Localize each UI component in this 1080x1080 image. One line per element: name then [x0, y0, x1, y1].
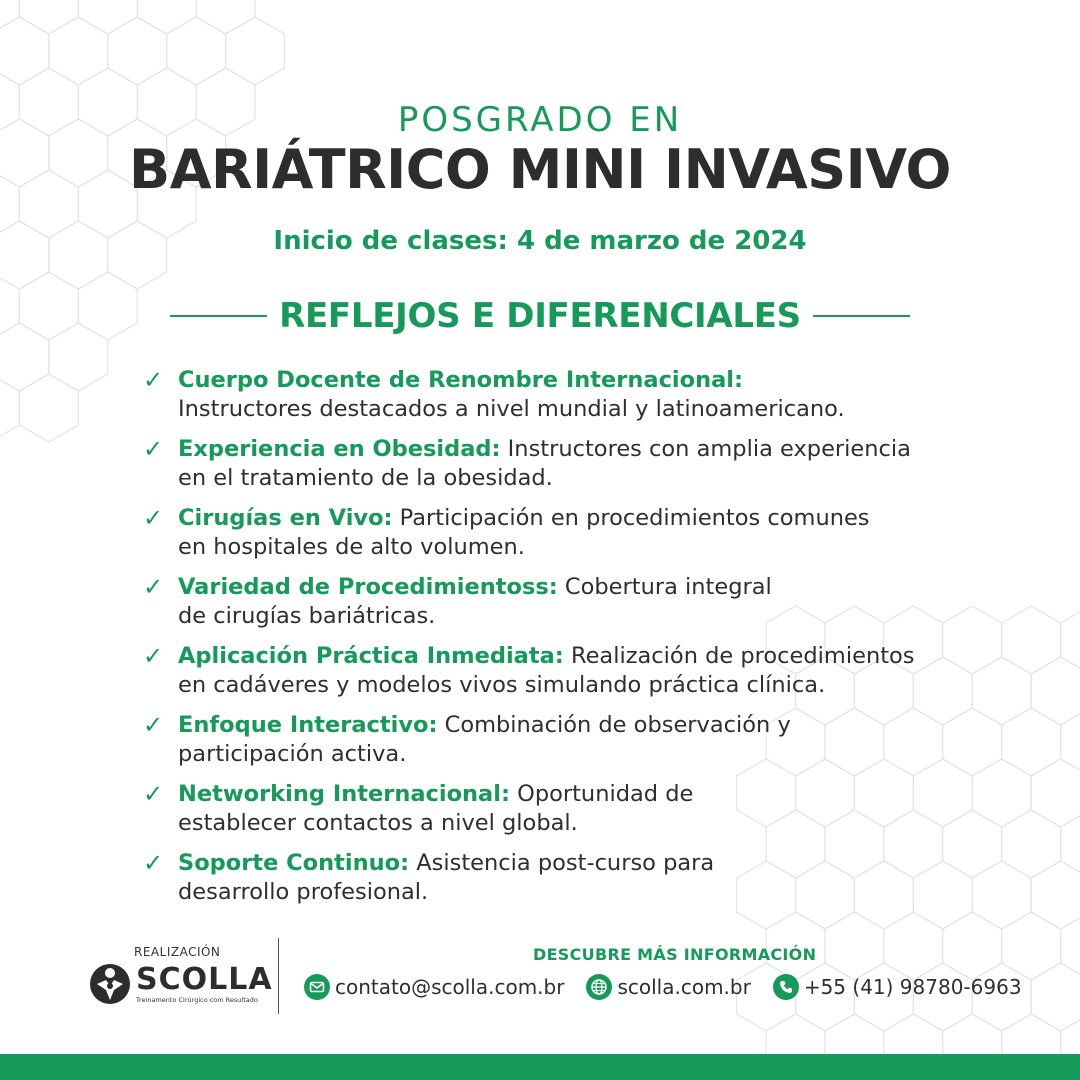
page-title: BARIÁTRICO MINI INVASIVO: [129, 138, 951, 201]
feature-text: Cobertura integral: [557, 574, 772, 600]
hexagon-shape: [0, 374, 19, 442]
hexagon-shape: [972, 759, 1031, 827]
hexagon-shape: [972, 657, 1031, 725]
feature-text: Instructores destacados a nivel mundial y latinoamericano.: [178, 396, 845, 422]
hexagon-shape: [1031, 657, 1080, 725]
hexagon-shape: [196, 0, 255, 34]
hexagon-shape: [49, 17, 108, 85]
hexagon-shape: [1031, 861, 1080, 929]
hexagon-shape: [972, 861, 1031, 929]
feature-text: desarrollo profesional.: [178, 879, 429, 905]
feature-text: establecer contactos a nivel global.: [178, 810, 578, 836]
info-heading: DESCUBRE MÁS INFORMACIÓN: [533, 945, 817, 964]
logo-wordmark: SCOLLA: [136, 961, 273, 997]
bottom-accent-bar: [0, 1054, 1080, 1080]
mail-icon: [304, 974, 330, 1000]
hexagon-shape: [137, 0, 196, 34]
hexagon-shape: [943, 912, 1002, 980]
feature-title: Enfoque Interactivo:: [178, 712, 438, 738]
hexagon-shape: [825, 912, 884, 980]
feature-text: en hospitales de alto volumen.: [178, 534, 525, 560]
feature-title: Cirugías en Vivo:: [178, 505, 393, 531]
hexagon-shape: [1061, 810, 1080, 878]
feature-title: Variedad de Procedimientoss:: [178, 574, 558, 600]
feature-text: Combinación de observación y: [437, 712, 791, 738]
feature-text: Participación en procedimientos comunes: [392, 505, 870, 531]
hexagon-shape: [1031, 963, 1080, 1031]
email-text[interactable]: contato@scolla.com.br: [335, 975, 565, 999]
hexagon-shape: [1061, 708, 1080, 776]
phone-icon: [773, 974, 799, 1000]
check-icon: ✓: [143, 642, 164, 670]
feature-title: Aplicación Práctica Inmediata:: [178, 643, 564, 669]
contact-website[interactable]: [586, 974, 750, 1000]
hexagon-shape: [19, 0, 78, 34]
feature-title: Cuerpo Docente de Renombre Internacional:: [178, 367, 744, 393]
feature-text: Instructores con amplia experiencia: [500, 436, 911, 462]
feature-list: [143, 366, 973, 918]
feature-title: Soporte Continuo:: [178, 850, 410, 876]
hexagon-shape: [78, 272, 137, 340]
hexagon-shape: [0, 272, 19, 340]
list-item: [143, 780, 973, 838]
hexagon-shape: [884, 912, 943, 980]
check-icon: ✓: [143, 504, 164, 532]
globe-icon: [586, 974, 612, 1000]
feature-text: en el tratamiento de la obesidad.: [178, 465, 553, 491]
feature-text: Oportunidad de: [509, 781, 694, 807]
hexagon-shape: [1002, 810, 1061, 878]
check-icon: ✓: [143, 780, 164, 808]
heading-rule-right: [813, 315, 910, 317]
hexagon-shape: [167, 17, 226, 85]
section-heading: [170, 296, 910, 336]
scolla-logo: [88, 962, 273, 1006]
hexagon-shape: [226, 17, 285, 85]
list-item: [143, 849, 973, 907]
list-item: [143, 366, 973, 424]
hexagon-shape: [0, 323, 49, 391]
hexagon-shape: [0, 17, 49, 85]
hexagon-shape: [78, 0, 137, 34]
list-item: [143, 711, 973, 769]
contact-phone[interactable]: [773, 974, 1022, 1000]
start-date: Inicio de clases: 4 de marzo de 2024: [273, 226, 807, 256]
list-item: [143, 504, 973, 562]
contact-email[interactable]: [304, 974, 564, 1000]
logo-tagline: Treinamento Cirúrgico com Resultado: [136, 995, 258, 1004]
check-icon: ✓: [143, 435, 164, 463]
hexagon-shape: [1061, 912, 1080, 980]
logo-mark-icon: [88, 962, 132, 1006]
list-item: [143, 435, 973, 493]
check-icon: ✓: [143, 366, 164, 394]
feature-text: Asistencia post-curso para: [409, 850, 715, 876]
hexagon-shape: [1031, 759, 1080, 827]
feature-text: Realización de procedimientos: [563, 643, 915, 669]
feature-text: en cadáveres y modelos vivos simulando práctica clínica.: [178, 672, 826, 698]
hexagon-shape: [1002, 708, 1061, 776]
check-icon: ✓: [143, 849, 164, 877]
hexagon-shape: [1061, 606, 1080, 674]
feature-title: Experiencia en Obesidad:: [178, 436, 501, 462]
feature-text: de cirugías bariátricas.: [178, 603, 436, 629]
check-icon: ✓: [143, 711, 164, 739]
phone-text[interactable]: +55 (41) 98780-6963: [803, 975, 1022, 999]
footer-divider: [278, 938, 279, 1014]
hexagon-shape: [108, 17, 167, 85]
heading-rule-left: [170, 315, 267, 317]
section-title: REFLEJOS E DIFERENCIALES: [279, 296, 801, 336]
feature-text: participación activa.: [178, 741, 407, 767]
feature-title: Networking Internacional:: [178, 781, 510, 807]
hexagon-shape: [1002, 606, 1061, 674]
list-item: [143, 573, 973, 631]
hexagon-shape: [1002, 912, 1061, 980]
pretitle: POSGRADO EN: [397, 100, 683, 140]
hexagon-shape: [0, 0, 19, 34]
realizacion-label: REALIZACIÓN: [134, 945, 221, 959]
check-icon: ✓: [143, 573, 164, 601]
contact-row: [304, 974, 1022, 1000]
hexagon-shape: [49, 323, 108, 391]
hexagon-shape: [19, 374, 78, 442]
hexagon-shape: [19, 272, 78, 340]
website-text[interactable]: scolla.com.br: [617, 975, 751, 999]
list-item: [143, 642, 973, 700]
